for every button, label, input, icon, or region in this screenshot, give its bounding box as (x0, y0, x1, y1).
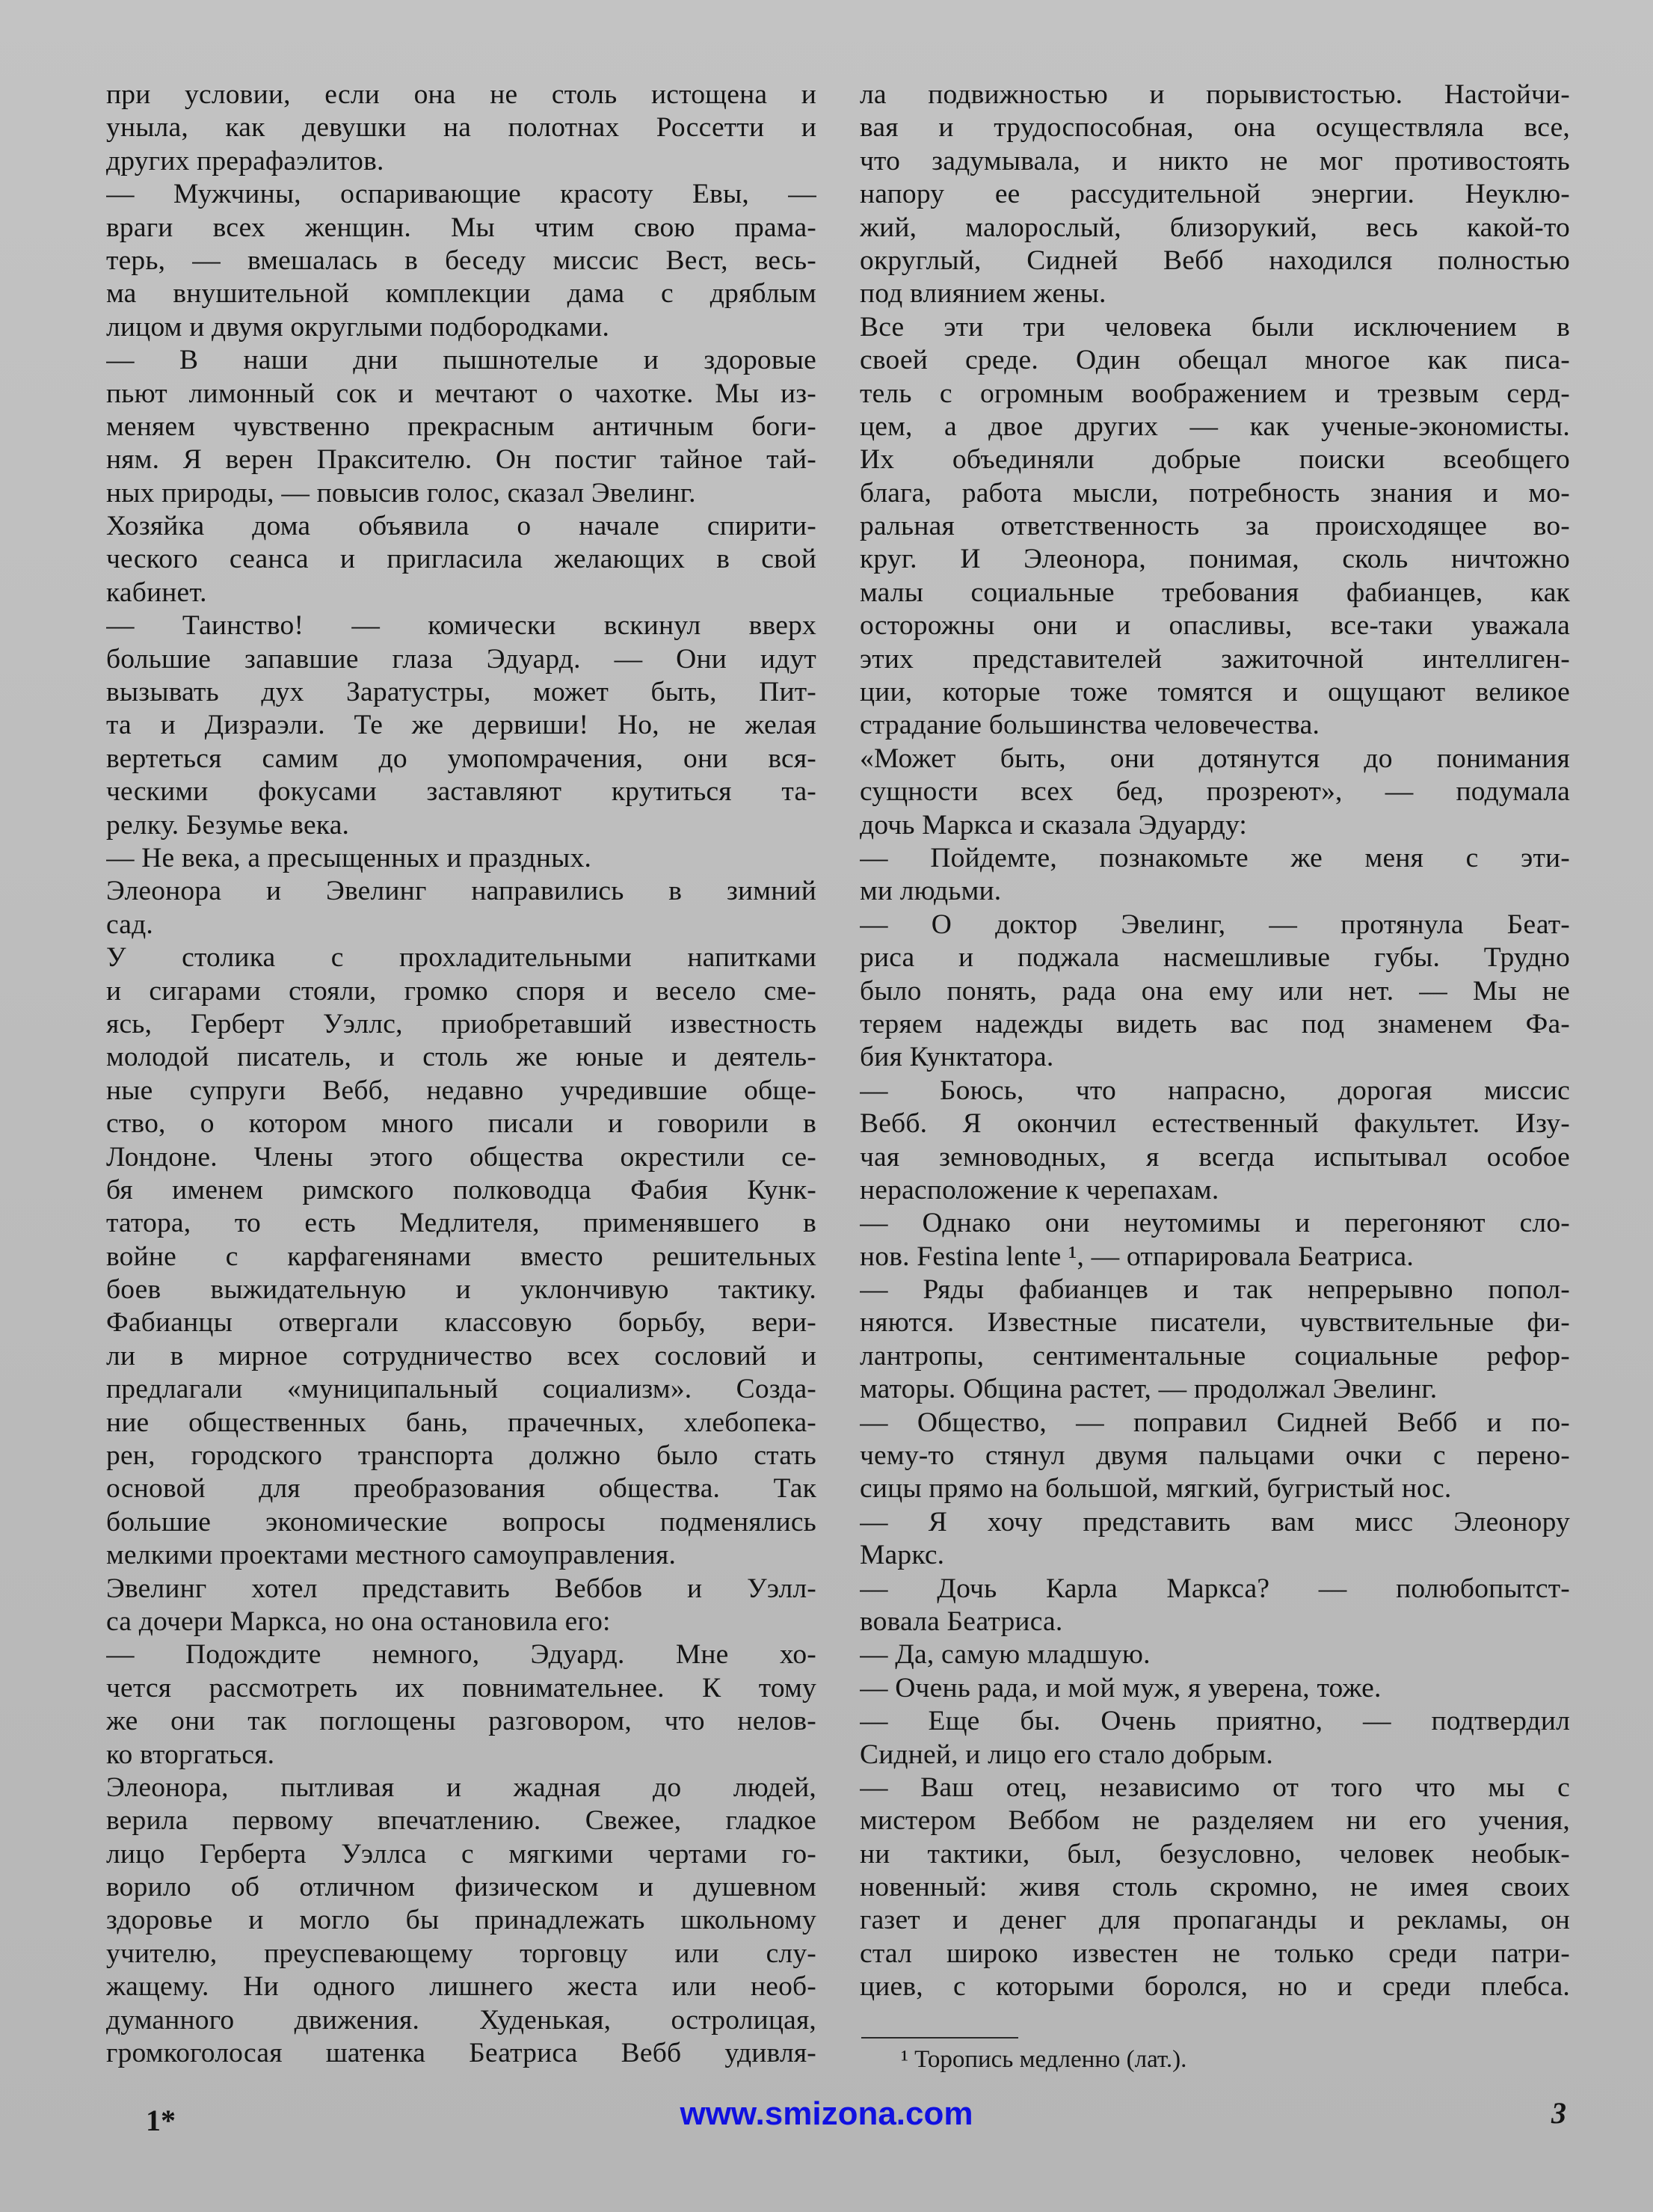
text-line: — Да, самую младшую. (860, 1639, 1151, 1671)
text-line: лантропы, сентиментальные социальные рефор- (860, 1340, 1570, 1371)
text-line: малы социальные требования фабианцев, как (860, 577, 1570, 608)
text-line: лицо Герберта Уэллса с мягкими чертами го- (106, 1838, 816, 1870)
text-line: — Мужчины, оспаривающие красоту Евы, — (106, 179, 816, 210)
text-line: — Ряды фабианцев и так непрерывно попол- (860, 1274, 1570, 1306)
text-line: думанного движения. Худенькая, остролицая, (106, 2004, 816, 2036)
text-line: нерасположение к черепахам. (860, 1174, 1219, 1205)
text-line: здоровье и могло бы принадлежать школьному (106, 1905, 816, 1936)
text-line: Их объединяли добрые поиски всеобщего (860, 444, 1570, 476)
text-line: жий, малорослый, близорукий, весь какой-то (860, 212, 1570, 243)
text-line: терь, — вмешалась в беседу миссис Вест, весь- (106, 245, 816, 276)
text-line: блага, работа мысли, потребность знания и мо- (860, 477, 1570, 509)
signature-mark: 1* (146, 2104, 176, 2137)
text-line: враги всех женщин. Мы чтим свою прама- (106, 212, 816, 243)
text-line: мистером Веббом не разделяем ни его учения, (860, 1805, 1570, 1837)
text-line: бя именем римского полководца Фабия Кунк- (106, 1174, 816, 1205)
text-line: нов. Festina lente ¹, — отпарировала Беатриса. (860, 1241, 1414, 1272)
text-line: громкоголосая шатенка Беатриса Вебб удивля- (106, 2038, 816, 2069)
text-line: — Я хочу представить вам мисс Элеонору (860, 1506, 1570, 1537)
text-line: ясь, Герберт Уэллс, приобретавший известность (106, 1008, 816, 1039)
text-line: осторожны они и опасливы, все-таки уважала (860, 610, 1570, 642)
text-line: других прерафаэлитов. (106, 145, 384, 176)
text-line: округлый, Сидней Вебб находился полностью (860, 245, 1570, 276)
text-line: же они так поглощены разговором, что нелов- (106, 1706, 816, 1737)
text-line: маторы. Община растет, — продолжал Эвелинг. (860, 1374, 1438, 1405)
text-line: Все эти три человека были исключением в (860, 311, 1570, 342)
text-column-right (860, 79, 1570, 2004)
text-line: рен, городского транспорта должно было стать (106, 1440, 816, 1472)
text-line: вертеться самим до умопомрачения, они вся- (106, 743, 816, 774)
text-line: своей среде. Один обещал многое как писа- (860, 345, 1570, 376)
text-line: — Боюсь, что напрасно, дорогая миссис (860, 1075, 1570, 1106)
text-line: Эвелинг хотел представить Веббов и Уэлл- (106, 1573, 816, 1604)
text-line: Хозяйка дома объявила о начале спирити- (106, 511, 816, 542)
text-line: вызывать дух Заратустры, может быть, Пит- (106, 677, 816, 708)
text-line: та и Дизраэли. Те же дервиши! Но, не желая (106, 710, 816, 741)
text-line: под влиянием жены. (860, 278, 1106, 310)
text-line: Вебб. Я окончил естественный факультет. Изу- (860, 1108, 1570, 1140)
text-line: ми людьми. (860, 876, 1002, 907)
text-line: предлагали «муниципальный социализм». Созда- (106, 1374, 816, 1405)
text-line: ние общественных бань, прачечных, хлебопека- (106, 1407, 816, 1438)
text-line: чему-то стянул двумя пальцами очки с перено- (860, 1440, 1570, 1472)
text-line: «Может быть, они дотянутся до понимания (860, 743, 1570, 774)
text-line: — О доктор Эвелинг, — протянула Беат- (860, 909, 1570, 940)
text-line: релку. Безумье века. (106, 809, 350, 841)
text-line: было понять, рада она ему или нет. — Мы не (860, 975, 1570, 1007)
text-line: — Таинство! — комически вскинул вверх (106, 610, 816, 642)
text-line: ральная ответственность за происходящее во- (860, 511, 1570, 542)
text-line: чая земноводных, я всегда испытывал особое (860, 1141, 1570, 1173)
text-line: ные супруги Вебб, недавно учредившие обще- (106, 1075, 816, 1106)
text-line: при условии, если она не столь истощена и (106, 79, 816, 110)
text-line: верила первому впечатлению. Свежее, гладкое (106, 1805, 816, 1837)
text-line: большие запавшие глаза Эдуард. — Они идут (106, 643, 816, 675)
text-line: ство, о котором много писали и говорили в (106, 1108, 816, 1140)
text-line: ворило об отличном физическом и душевном (106, 1872, 816, 1903)
text-line: напору ее рассудительной энергии. Неуклю- (860, 179, 1570, 210)
text-column-left (106, 79, 816, 2070)
text-line: круг. И Элеонора, понимая, сколь ничтожно (860, 544, 1570, 575)
text-line: учителю, преуспевающему торговцу или слу- (106, 1938, 816, 1969)
text-line: ням. Я верен Праксителю. Он постиг тайное тай- (106, 444, 816, 476)
text-line: сад. (106, 909, 154, 940)
text-line: уныла, как девушки на полотнах Россетти и (106, 112, 816, 144)
text-line: войне с карфагенянами вместо решительных (106, 1241, 816, 1272)
text-line: вовала Беатриса. (860, 1606, 1063, 1637)
footnote-rule (861, 2037, 1018, 2039)
text-line: ли в мирное сотрудничество всех сословий и (106, 1340, 816, 1371)
text-line: дочь Маркса и сказала Эдуарду: (860, 809, 1248, 841)
page-number: 3 (1551, 2096, 1566, 2130)
footnote: ¹ Торопись медленно (лат.). (901, 2046, 1187, 2073)
text-line: что задумывала, и никто не мог противостоять (860, 145, 1570, 176)
text-line: лицом и двумя округлыми подбородками. (106, 311, 610, 342)
text-line: са дочери Маркса, но она остановила его: (106, 1606, 611, 1637)
text-line: — Однако они неутомимы и перегоняют сло- (860, 1208, 1570, 1239)
text-line: сицы прямо на большой, мягкий, бугристый нос. (860, 1473, 1452, 1505)
text-line: меняем чувственно прекрасным античным боги- (106, 411, 816, 442)
text-line: Фабианцы отвергали классовую борьбу, вери- (106, 1307, 816, 1339)
text-line: — В наши дни пышнотелые и здоровые (106, 345, 816, 376)
text-line: ции, которые тоже томятся и ощущают великое (860, 677, 1570, 708)
text-line: пьют лимонный сок и мечтают о чахотке. Мы из- (106, 378, 816, 409)
text-line: — Дочь Карла Маркса? — полюбопытст- (860, 1573, 1570, 1604)
text-line: — Подождите немного, Эдуард. Мне хо- (106, 1639, 816, 1671)
text-line: риса и поджала насмешливые губы. Трудно (860, 942, 1570, 974)
text-line: жащему. Ни одного лишнего жеста или необ- (106, 1971, 816, 2003)
text-line: — Общество, — поправил Сидней Вебб и по- (860, 1407, 1570, 1438)
text-line: боев выжидательную и уклончивую тактику. (106, 1274, 816, 1306)
text-line: и сигарами стояли, громко споря и весело сме- (106, 975, 816, 1007)
text-line: мелкими проектами местного самоуправления. (106, 1540, 677, 1571)
text-line: бия Кунктатора. (860, 1042, 1054, 1073)
text-line: теряем надежды видеть вас под знаменем Фа- (860, 1008, 1570, 1039)
text-line: вая и трудоспособная, она осуществляла все, (860, 112, 1570, 144)
text-line: Сидней, и лицо его стало добрым. (860, 1739, 1273, 1770)
text-line: няются. Известные писатели, чувствительные фи- (860, 1307, 1570, 1339)
text-line: — Не века, а пресыщенных и праздных. (106, 842, 592, 873)
watermark-link[interactable]: www.smizona.com (680, 2095, 973, 2132)
text-line: Элеонора, пытливая и жадная до людей, (106, 1772, 816, 1803)
text-line: ческого сеанса и пригласила желающих в свой (106, 544, 816, 575)
text-line: Элеонора и Эвелинг направились в зимний (106, 876, 816, 907)
text-line: основой для преобразования общества. Так (106, 1473, 816, 1505)
text-line: татора, то есть Медлителя, применявшего в (106, 1208, 816, 1239)
text-line: большие экономические вопросы подменялись (106, 1506, 816, 1537)
text-line: цем, а двое других — как ученые-экономисты. (860, 411, 1570, 442)
text-line: Маркс. (860, 1540, 945, 1571)
text-line: — Пойдемте, познакомьте же меня с эти- (860, 842, 1570, 873)
text-line: ко вторгаться. (106, 1739, 275, 1770)
text-line: стал широко известен не только среди патри- (860, 1938, 1570, 1969)
text-line: ла подвижностью и порывистостью. Настойчи- (860, 79, 1570, 110)
text-line: кабинет. (106, 577, 207, 608)
text-line: ных природы, — повысив голос, сказал Эвелинг. (106, 477, 696, 509)
text-line: циев, с которыми боролся, но и среди плебса. (860, 1971, 1570, 2003)
text-line: молодой писатель, и столь же юные и деятель- (106, 1042, 816, 1073)
text-line: тель с огромным воображением и трезвым серд- (860, 378, 1570, 409)
text-line: чется рассмотреть их повнимательнее. К тому (106, 1672, 816, 1703)
text-line: этих представителей зажиточной интеллиген- (860, 643, 1570, 675)
text-line: Лондоне. Члены этого общества окрестили се- (106, 1141, 816, 1173)
text-line: — Еще бы. Очень приятно, — подтвердил (860, 1706, 1570, 1737)
text-line: страдание большинства человечества. (860, 710, 1320, 741)
text-line: — Ваш отец, независимо от того что мы с (860, 1772, 1570, 1803)
text-line: У столика с прохладительными напитками (106, 942, 816, 974)
text-line: ческими фокусами заставляют крутиться та- (106, 776, 816, 808)
text-line: сущности всех бед, прозреют», — подумала (860, 776, 1570, 808)
text-line: — Очень рада, и мой муж, я уверена, тоже. (860, 1672, 1382, 1703)
text-line: новенный: живя столь скромно, не имея своих (860, 1872, 1570, 1903)
text-line: ни тактики, был, безусловно, человек необык- (860, 1838, 1570, 1870)
text-line: ма внушительной комплекции дама с дряблым (106, 278, 816, 310)
text-line: газет и денег для пропаганды и рекламы, он (860, 1905, 1570, 1936)
